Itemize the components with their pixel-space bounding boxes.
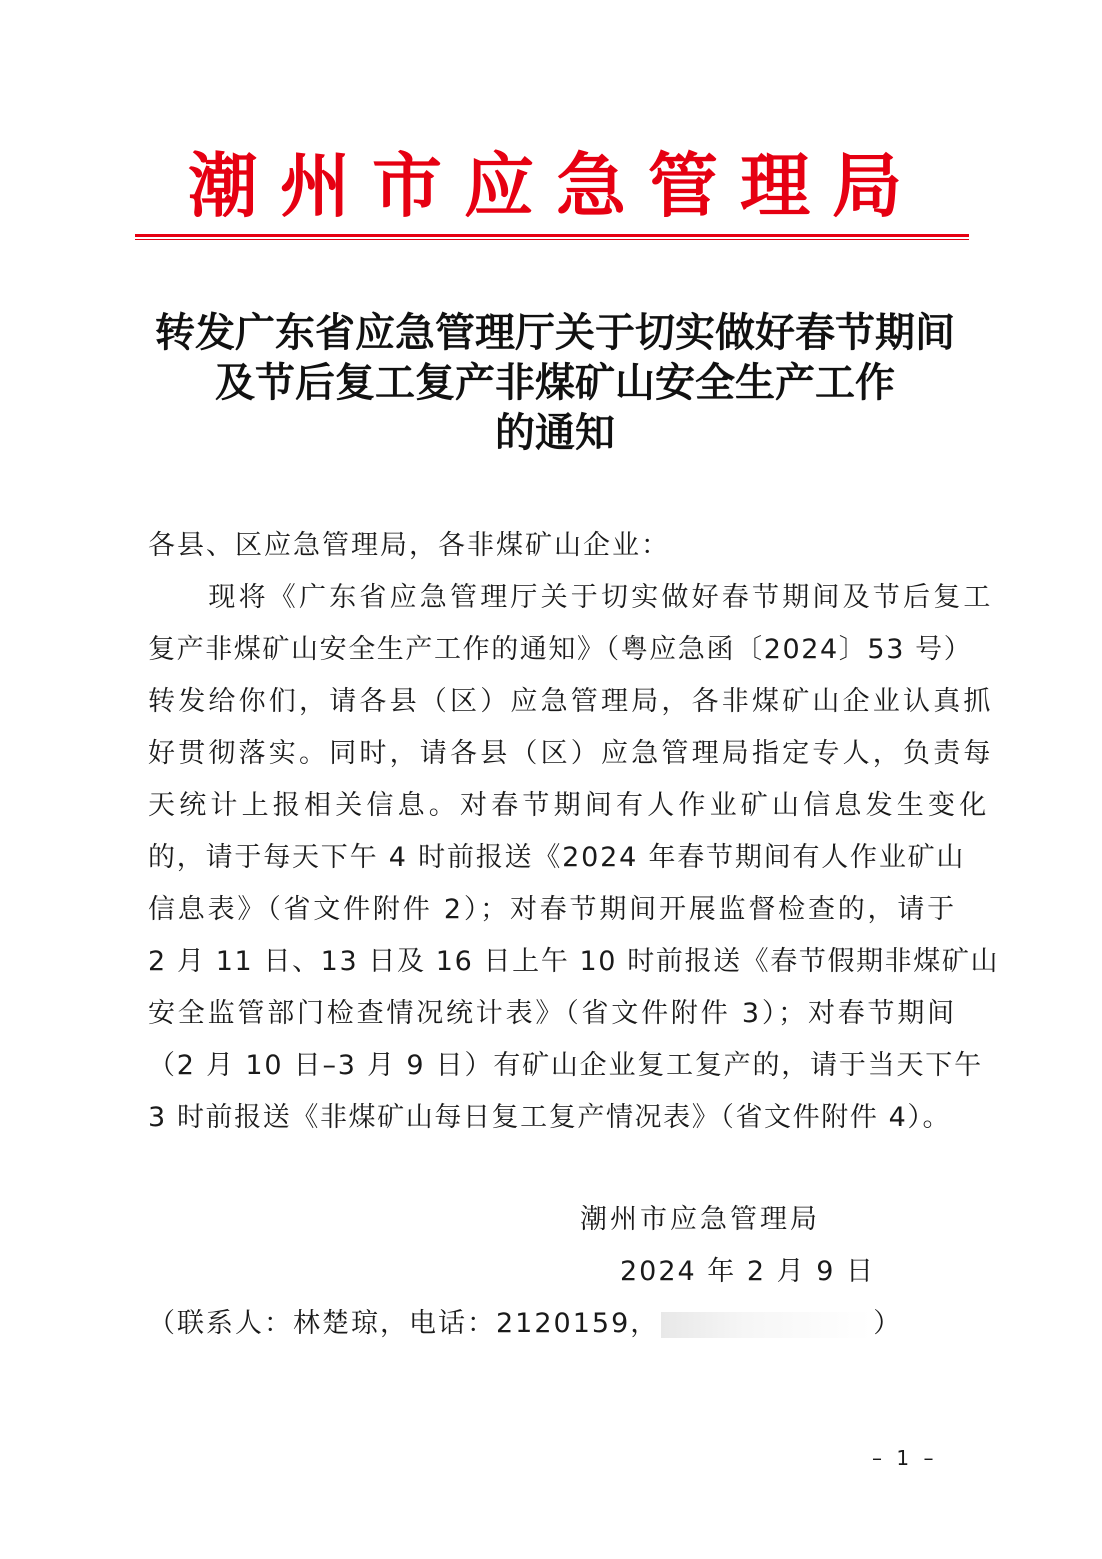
agency-masthead: 潮州市应急管理局 [188,144,924,227]
contact-text: （联系人：林楚琼，电话：2120159， [148,1308,660,1339]
body-line: 信息表》（省文件附件 2）；对春节期间开展监督检查的，请于 [148,894,957,925]
body-line: 的，请于每天下午 4 时前报送《2024 年春节期间有人作业矿山 [148,842,966,873]
body-line: 3 时前报送《非煤矿山每日复工复产情况表》（省文件附件 4）。 [148,1102,952,1133]
document-title [100,308,1010,458]
signature-date: 2024 年 2 月 9 日 [620,1256,875,1287]
title-line: 及节后复工复产非煤矿山安全生产工作 [215,359,895,406]
title-line: 的通知 [495,409,615,456]
contact-info [148,1304,902,1344]
body-line: （2 月 10 日–3 月 9 日）有矿山企业复工复产的，请于当天下午 [148,1050,983,1081]
body-line: 转发给你们，请各县（区）应急管理局，各非煤矿山企业认真抓 [148,686,994,717]
body-line: 安全监管部门检查情况统计表》（省文件附件 3）；对春节期间 [148,998,957,1029]
red-divider-thin [135,239,969,240]
redacted-area [661,1312,871,1338]
body-line: 复产非煤矿山安全生产工作的通知》（粤应急函〔2024〕53 号） [148,634,973,665]
red-divider-thick [135,234,969,237]
body-line: 天统计上报相关信息。对春节期间有人作业矿山信息发生变化 [148,790,991,821]
body-line: 现将《广东省应急管理厅关于切实做好春节期间及节后复工 [148,582,994,613]
body-line: 2 月 11 日、13 日及 16 日上午 10 时前报送《春节假期非煤矿山 [148,946,1000,977]
signature-organization: 潮州市应急管理局 [580,1204,820,1235]
title-line: 转发广东省应急管理厅关于切实做好春节期间 [155,309,955,356]
body-line: 好贯彻落实。同时，请各县（区）应急管理局指定专人，负责每 [148,738,994,769]
contact-close: ） [873,1308,903,1339]
page-number: – 1 – [872,1446,938,1470]
salutation: 各县、区应急管理局，各非煤矿山企业： [148,530,670,561]
